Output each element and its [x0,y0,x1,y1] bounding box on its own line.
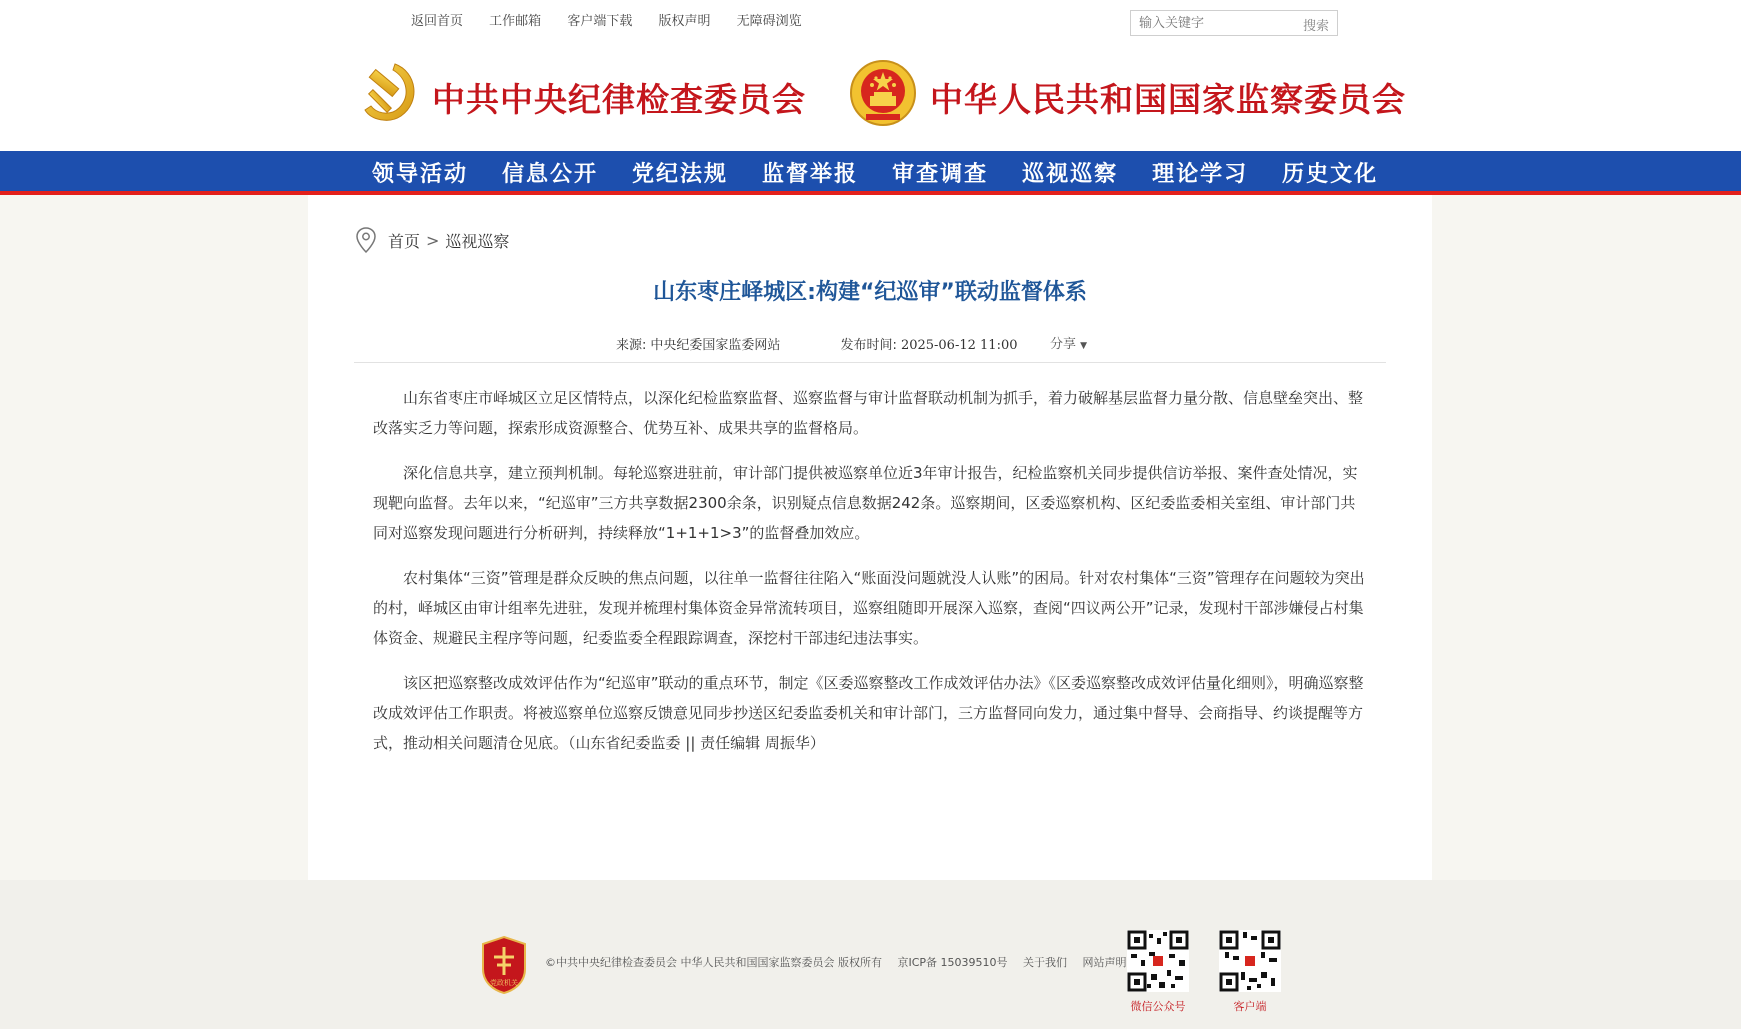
client-qr-code [1219,930,1281,992]
share-button[interactable] [1050,333,1087,352]
nsc-title: 中华人民共和国国家监察委员会 [930,80,1406,119]
source-value: 中央纪委国家监委网站 [650,338,781,353]
time-label: 发布时间: [840,338,897,353]
wechat-qr-label: 微信公众号 [1130,1000,1186,1013]
caret-down-icon: ▼ [1080,341,1088,351]
nav-item-party-regulations[interactable]: 党纪法规 [632,161,729,187]
paragraph: 农村集体“三资”管理是群众反映的焦点问题，以往单一监督往往陷入“账面没问题就没人认账”的困局。针对农村集体“三资”管理存在问题较为突出的村，峄城区由审计组率先进驻，发现并梳理村集体资金异常流转项目，巡察组随即开展深入巡察，查阅“四议两公开”记录，发现村干部涉嫌侵占村集体资金、规避民主程序等问题，纪委监委全程跟踪调查，深挖村干部违纪违法事实。 [373,569,1365,647]
footer-statement[interactable]: 网站声明 [1082,956,1127,969]
breadcrumb [354,226,509,254]
top-links [411,10,824,29]
breadcrumb-current[interactable]: 巡视巡察 [445,231,510,251]
ccdi-title: 中共中央纪律检查委员会 [432,80,806,119]
nav-item-investigation[interactable]: 审查调查 [892,161,989,187]
top-link-mail[interactable]: 工作邮箱 [489,14,542,29]
search-input[interactable] [1139,14,1289,32]
nav-item-leadership[interactable]: 领导活动 [372,161,469,187]
nav-item-info-disclosure[interactable]: 信息公开 [502,161,599,187]
national-emblem-icon [848,58,918,128]
search-box [1130,10,1338,36]
nav-item-inspection[interactable]: 巡视巡察 [1022,161,1119,187]
paragraph: 深化信息共享，建立预判机制。每轮巡察进驻前，审计部门提供被巡察单位近3年审计报告，纪检监察机关同步提供信访举报、案件查处情况，实现靶向监督。去年以来，“纪巡审”三方共享数据2300余条，识别疑点信息数据242条。巡察期间，区委巡察机构、区纪委监委相关室组、审计部门共同对巡察发现问题进行分析研判，持续释放“1+1+1>3”的监督叠加效应。 [373,464,1358,542]
nav-item-supervision-report[interactable]: 监督举报 [762,161,859,187]
nav-item-theory-study[interactable]: 理论学习 [1152,161,1249,187]
wechat-qr-code [1127,930,1189,992]
party-gov-badge-icon[interactable] [479,935,529,995]
top-link-client-download[interactable]: 客户端下载 [567,14,633,29]
footer-copyright: ©中共中央纪律检查委员会 中华人民共和国国家监察委员会 版权所有 [545,956,882,969]
paragraph: 该区把巡察整改成效评估作为“纪巡审”联动的重点环节，制定《区委巡察整改工作成效评估办法》《区委巡察整改成效评估量化细则》，明确巡察整改成效评估工作职责。将被巡察单位巡察反馈意见同步抄送区纪委监委机关和审计部门，三方监督同向发力，通过集中督导、会商指导、约谈提醒等方式，推动相关问题清仓见底。（山东省纪委监委 || 责任编辑 周振华） [373,674,1364,752]
source-label: 来源: [616,338,647,353]
top-link-accessibility[interactable]: 无障碍浏览 [736,14,802,29]
badge-label: 党政机关 [490,979,518,987]
footer-info [545,954,1139,970]
footer-icp[interactable]: 京ICP备 15039510号 [897,956,1008,969]
client-qr-label: 客户端 [1233,1000,1267,1013]
paragraph: 山东省枣庄市峄城区立足区情特点，以深化纪检监察监督、巡察监督与审计监督联动机制为抓手，着力破解基层监督力量分散、信息壁垒突出、整改落实乏力等问题，探索形成资源整合、优势互补、成果共享的监督格局。 [373,389,1364,437]
top-link-home[interactable]: 返回首页 [411,14,464,29]
publish-time: 2025-06-12 11:00 [900,338,1018,353]
main-nav [0,151,1741,195]
divider [354,362,1386,363]
top-link-copyright[interactable]: 版权声明 [658,14,711,29]
article-meta [616,334,1077,353]
footer-about[interactable]: 关于我们 [1023,956,1068,969]
breadcrumb-separator: > [426,230,440,250]
share-label: 分享 [1050,337,1077,352]
article-title: 山东枣庄峄城区:构建“纪巡审”联动监督体系 [653,280,1087,305]
location-pin-icon [354,226,378,254]
article-body [373,383,1367,773]
nav-item-history-culture[interactable]: 历史文化 [1282,161,1379,187]
party-emblem-icon [355,58,425,128]
search-button[interactable]: 搜索 [1302,19,1329,34]
breadcrumb-home[interactable]: 首页 [388,231,421,251]
